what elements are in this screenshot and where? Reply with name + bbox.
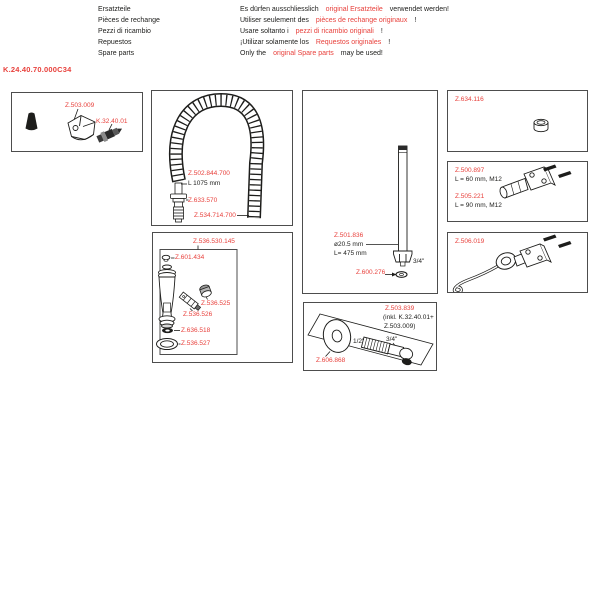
hose-drawing — [152, 91, 292, 225]
spec-label: ø20.5 mm — [334, 241, 364, 248]
notice-post: verwendet werden! — [389, 6, 449, 13]
part-label: Z.506.019 — [455, 238, 485, 245]
part-label: K.32.40.01 — [96, 118, 128, 125]
notice-line — [240, 15, 449, 26]
part-label: Z.500.897 — [455, 167, 485, 174]
notice-post: ! — [414, 17, 417, 24]
part-label: Z.503.009 — [65, 102, 95, 109]
spray-assembly-drawing — [153, 233, 292, 362]
notice-highlight: original Ersatzteile — [325, 6, 383, 13]
notice-pre: ¡Utilizar solamente los — [240, 39, 309, 46]
article-code: K.24.40.70.000C34 — [3, 65, 72, 74]
notice-highlight: original Spare parts — [273, 50, 334, 57]
part-label: Z.502.844.700 — [188, 170, 230, 177]
spec-label: L= 475 mm — [334, 250, 367, 257]
part-label: Z.536.525 — [201, 300, 231, 307]
part-label: Z.636.518 — [181, 327, 211, 334]
notice-highlight: Requestos originales — [315, 39, 382, 46]
notice-pre: Usare soltanto i — [240, 28, 289, 35]
part-label: Z.536.527 — [181, 340, 211, 347]
assembly-label: Z.536.530.145 — [193, 238, 235, 245]
spec-label: L 1075 mm — [188, 180, 221, 187]
part-label: Z.505.221 — [455, 193, 485, 200]
note-label: Z.503.009) — [384, 323, 416, 330]
notice-pre: Es dürfen ausschliesslich — [240, 6, 319, 13]
notice-pre: Utiliser seulement des — [240, 17, 309, 24]
notice-highlight: pièces de rechange originaux — [315, 17, 408, 24]
spec-label: 1/2" — [353, 338, 365, 345]
part-label: Z.634.116 — [455, 96, 484, 103]
notice-post: ! — [388, 39, 391, 46]
notice-line — [240, 4, 449, 15]
part-label: Z.606.868 — [316, 357, 346, 364]
notice-highlight: pezzi di ricambio originali — [295, 28, 374, 35]
panel-handle — [11, 92, 143, 152]
spec-label: 3/4" — [413, 258, 425, 265]
notice-line — [240, 26, 449, 37]
panel-hook — [447, 232, 588, 293]
part-label: Z.600.276 — [356, 269, 386, 276]
panel-riser — [302, 90, 438, 294]
language-item: Pièces de rechange — [98, 17, 160, 24]
panel-spray-assembly — [152, 232, 293, 363]
note-label: (inkl. K.32.40.01+ — [383, 314, 434, 321]
panel-hose — [151, 90, 293, 226]
notice-line — [240, 48, 449, 59]
language-item: Pezzi di ricambio — [98, 28, 151, 35]
language-list — [98, 4, 160, 59]
part-label: Z.633.570 — [188, 197, 218, 204]
language-item: Ersatzteile — [98, 6, 131, 13]
notice-line — [240, 37, 449, 48]
panel-adapter — [303, 302, 437, 371]
notice-post: may be used! — [340, 50, 383, 57]
spec-label: 3/4" — [386, 336, 398, 343]
language-item: Spare parts — [98, 50, 135, 57]
notice-post: ! — [380, 28, 383, 35]
part-label: Z.601.434 — [175, 254, 205, 261]
part-label: Z.501.836 — [334, 232, 364, 239]
panel-collar — [447, 90, 588, 152]
notice-pre: Only the — [240, 50, 267, 57]
spec-label: L = 60 mm, M12 — [455, 176, 502, 183]
notice-list — [240, 4, 449, 59]
spec-label: L = 90 mm, M12 — [455, 202, 502, 209]
part-label: Z.534.714.700 — [194, 212, 236, 219]
part-label: Z.503.839 — [385, 305, 415, 312]
language-item: Repuestos — [98, 39, 132, 46]
part-label: Z.536.526 — [183, 311, 213, 318]
panel-bolts — [447, 161, 588, 222]
